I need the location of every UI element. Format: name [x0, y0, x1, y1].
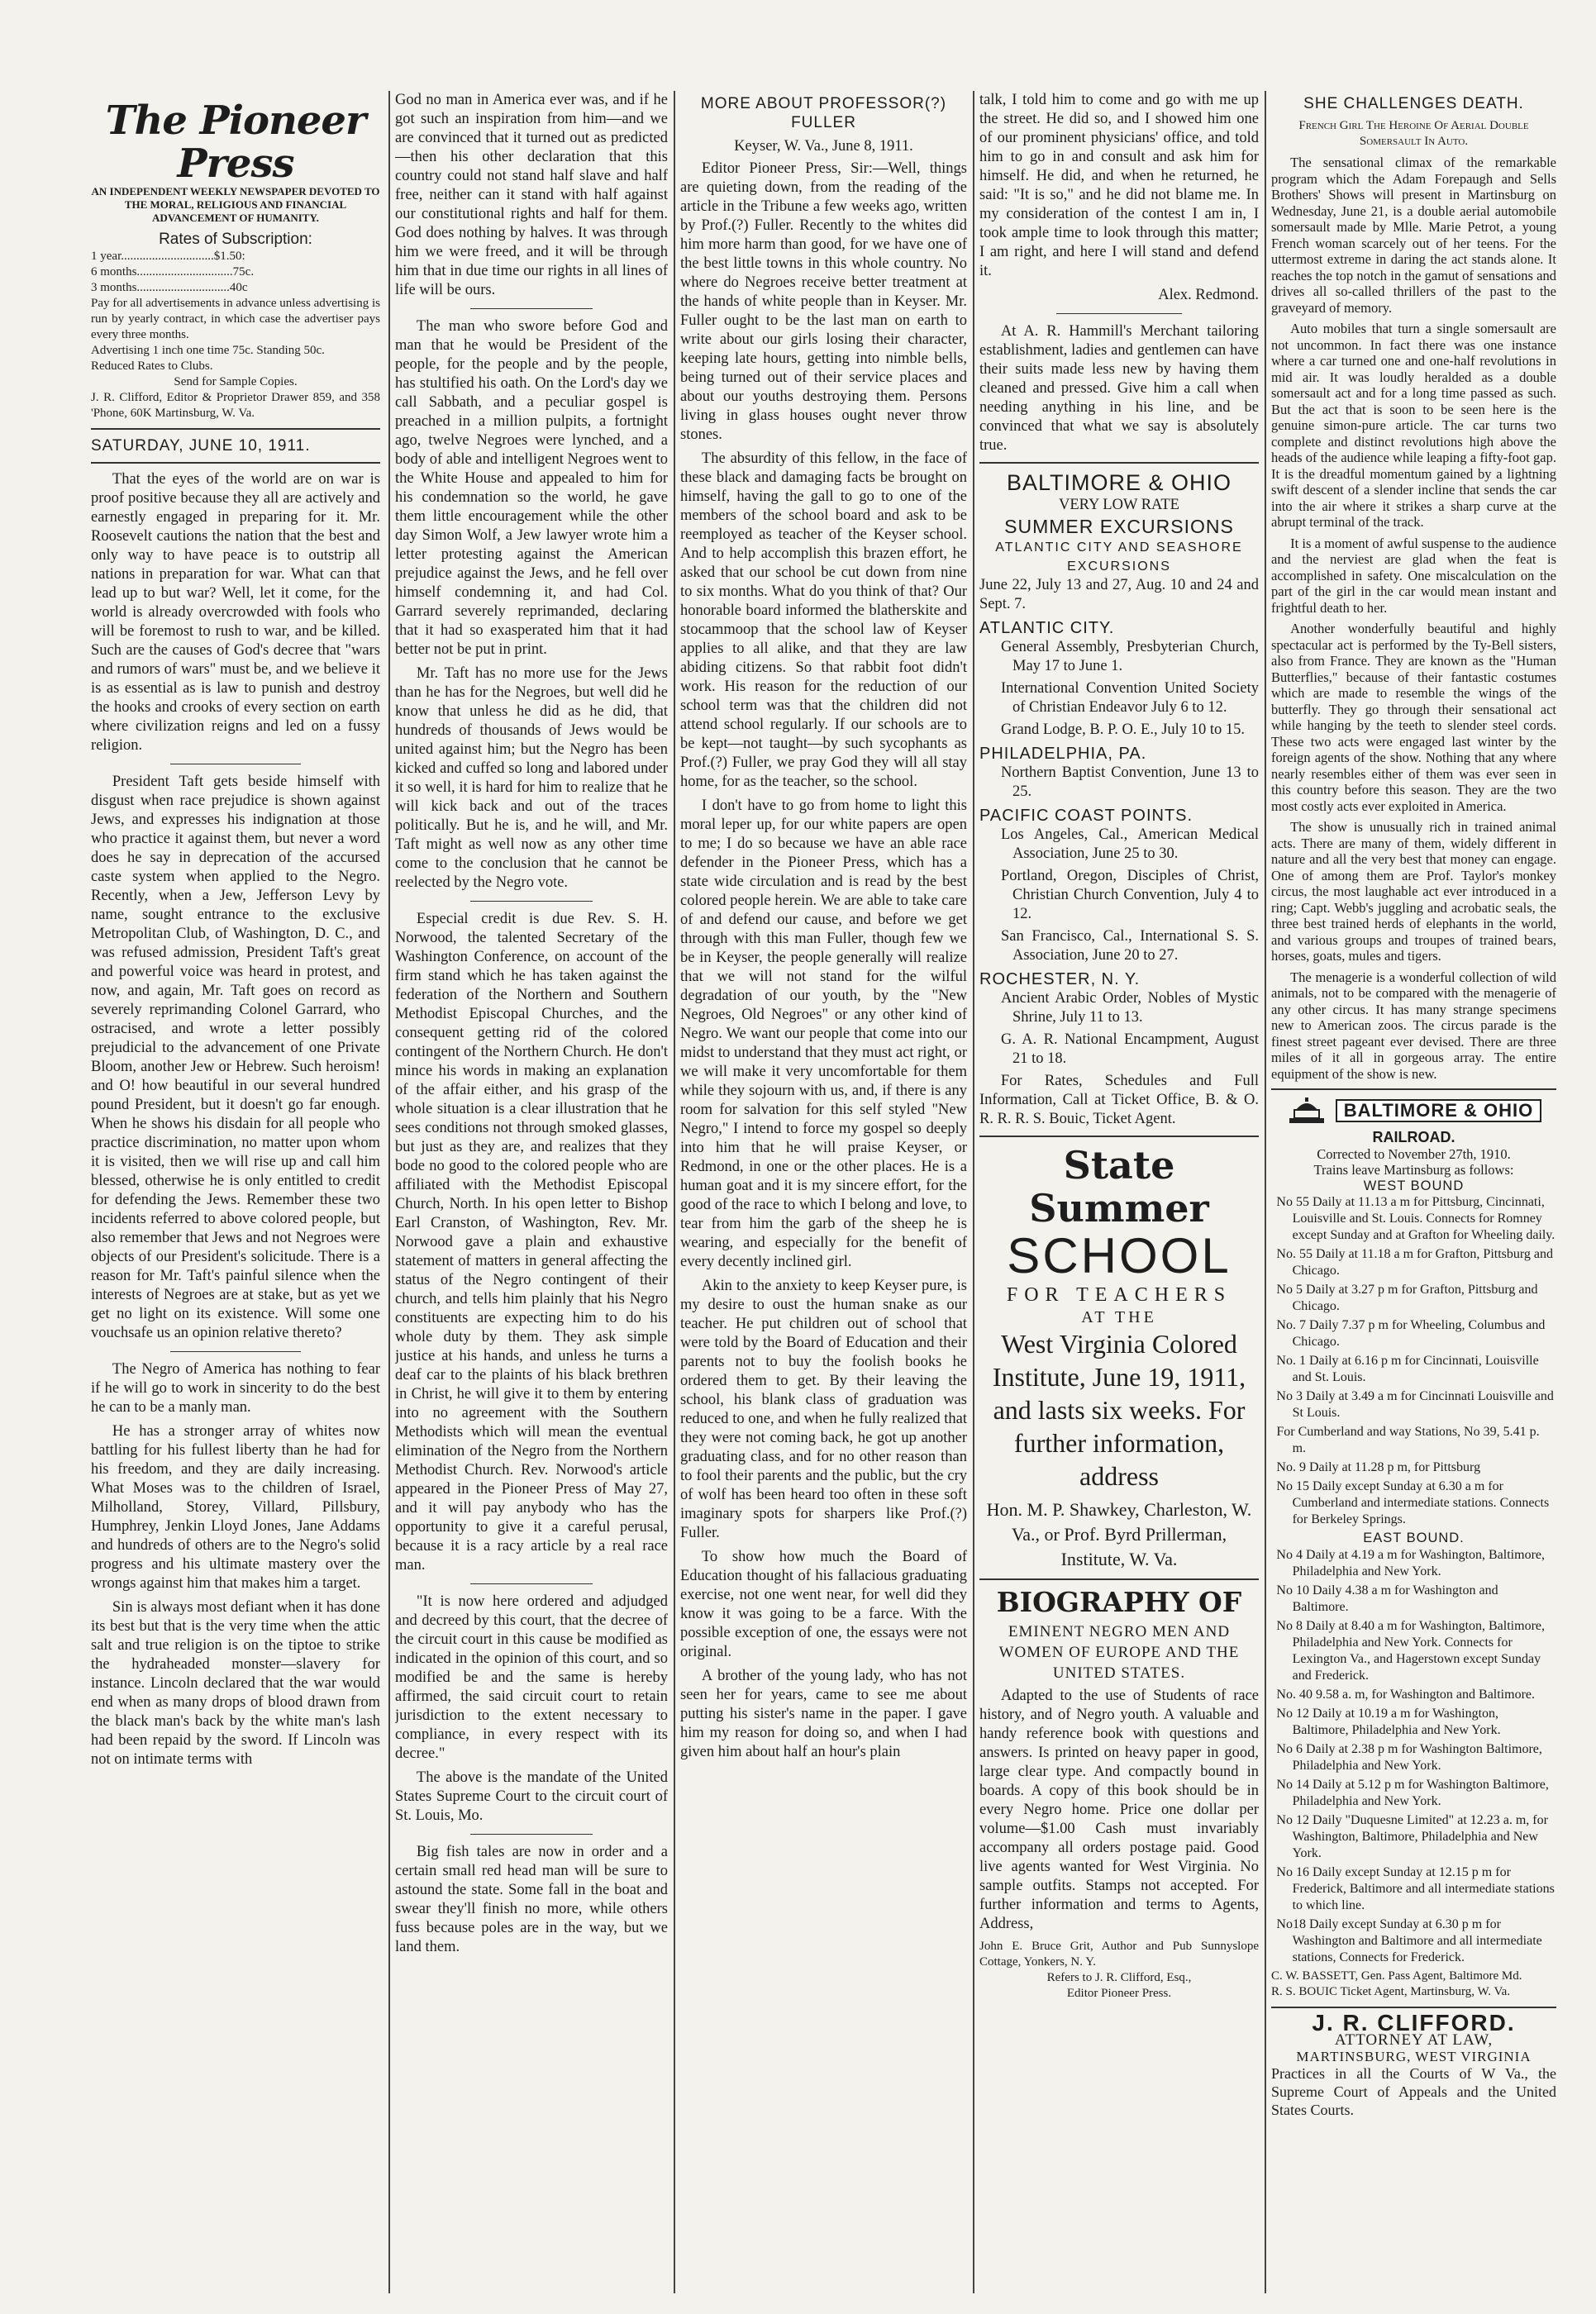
masthead-tagline: AN INDEPENDENT WEEKLY NEWSPAPER DEVOTED TO THE MORAL, RELIGIOUS AND FINANCIAL ADVANCEMENT OF HUMANITY.	[91, 185, 380, 224]
bo-rates-note: For Rates, Schedules and Full Information, Call at Ticket Office, B. & O. R. R. R. S. Bouic, Ticket Agent.	[979, 1073, 1259, 1127]
signature: Alex. Redmond.	[1158, 287, 1259, 303]
city-heading: ROCHESTER, N. Y.	[979, 970, 1141, 988]
train-entry: No 4 Daily at 4.19 a m for Washington, Baltimore, Philadelphia and New York.	[1276, 1547, 1545, 1578]
column-rule	[674, 91, 675, 2293]
city-heading: PHILADELPHIA, PA.	[979, 745, 1147, 763]
paragraph: That the eyes of the world are on war is proof positive because they all are actively and earnestly engaged in preparing for it. Mr. Roosevelt cautions the nation that the best and only way to have peace is to outstrip all nations in preparation for war. What can that lead up to but war? Well, let it come, for the world is already overcrowded with fools who will be foremost to rush to war, and be killed. Such are the causes of God's decree that "wars and rumors of wars" must be, and we believe it is as essential as is law to punish and destroy the hooks and crooks of every section on earth where civilization reigns and led on a fussy religion.	[91, 471, 380, 754]
paragraph: Mr. Taft has no more use for the Jews than he has for the Negroes, but well did he know that unless he did as he did, that hundreds of thousands of Jews would be united against him; but the Negro has been kicked and cuffed so long and labored under it so well, it is hard for him to realize that he will kick back and out of the traces politically. But he is, and he will, and Mr. Taft might as well now as any other time come to the conclusion that he cannot be reelected by the Negro vote.	[395, 665, 668, 891]
tailor-ad: At A. R. Hammill's Merchant tailoring establishment, ladies and gentlemen can have their suits made less new by having them cleaned and pressed. Give him a call when needing anything in his line, and be convinced that what we say is absolutely true.	[979, 323, 1259, 454]
column-3	[680, 91, 967, 2293]
paragraph: The show is unusually rich in trained animal acts. There are many of them, widely different in nature and all the very best that money can engage. One of among them are Prof. Taylor's monkey circus, the most laughable act ever introduced in a ring; Capt. Webb's juggling and acrobatic seals, the three best trained herds of elephants in the world, and various groups and troupes of trained bears, horses, goats, mules and tigers.	[1271, 819, 1556, 964]
capitol-dome-icon	[1286, 1097, 1327, 1125]
paragraph: Editor Pioneer Press, Sir:—Well, things are quieting down, from the reading of the article in the Tribune a few weeks ago, written by Prof.(?) Fuller. Recently to the whites did him more harm than good, for we have one of the best little towns in this whole country. No where do Negroes receive better treatment at the hands of white people than in Keyser. Mr. Fuller ought to be the last man on earth to write about our girls losing their character, keeping late hours, getting into nimble bells, being turned out of their service places and about our youths destroying them. Persons living in glass houses ought never throw stones.	[680, 160, 967, 443]
paragraph: The absurdity of this fellow, in the face of these black and damaging facts be brought on himself, having the gall to go to one of the members of the school board and ask to be reemployed as teacher of the Keyser school. And to help accomplish this brazen effort, he asked that our school be cut down from nine to six months. What do you think of that? Our honorable board informed the blatherskite and stocammoop that the school law of Keyser applies to all alike, and that they are law abiding citizens. So that rabbit foot didn't work. His reason for the reduction of our school term was that the children did not attend school regularly. If our schools are to be kept—not taught—by such sycophants as Prof.(?) Fuller, we pray God they will all stay home, for as the teacher, so the school.	[680, 450, 967, 790]
advert-note: Pay for all advertisements in advance unless advertising is run by yearly contract, in which case the advertiser pays every three months.	[91, 297, 380, 341]
train-entry: No 15 Daily except Sunday at 6.30 a m for Cumberland and intermediate stations. Connects for Berkeley Springs.	[1276, 1479, 1550, 1526]
biography-ad-editor: Editor Pioneer Press.	[1066, 1987, 1172, 2000]
train-entry: No 6 Daily at 2.38 p m for Washington Baltimore, Philadelphia and New York.	[1276, 1741, 1542, 1773]
paragraph: Another wonderfully beautiful and highly spectacular act is performed by the Ty-Bell sisters, also from France. They are known as the "Human Butterflies," because of their fantastic costumes which are made to resemble the wings of the butterfly. They go through their sensational act while hanging by the teeth to slender steel cords. These two acts were engaged last winter by the foreign agents of the show. Nothing that any where nearly resembles either of them was ever seen in this country before this season. They are the two most costly acts ever exploited in America.	[1271, 621, 1556, 814]
paragraph: He has a stronger array of whites now battling for his fullest liberty than he had for his freedom, and they are daily increasing. What Moses was to the children of Israel, Milholland, Storey, Villard, Pillsbury, Humphrey, Jenkin Lloyd Jones, Jane Addams and hundreds of others are to the Negro's solid progress and his ultimate mastery over the wrongs against him that makes him a target.	[91, 1423, 380, 1592]
ticket-agent: R. S. BOUIC Ticket Agent, Martinsburg, W. Va.	[1271, 1984, 1511, 1998]
rate-line: 3 months..............................40c	[91, 281, 248, 294]
school-ad-address: Hon. M. P. Shawkey, Charleston, W. Va., or Prof. Byrd Prillerman, Institute, W. Va.	[986, 1499, 1252, 1569]
train-entry: No 5 Daily at 3.27 p m for Grafton, Pittsburg and Chicago.	[1276, 1283, 1538, 1313]
train-entry: No. 1 Daily at 6.16 p m for Cincinnati, Louisville and St. Louis.	[1276, 1354, 1539, 1384]
train-entry: No 8 Daily at 8.40 a m for Washington, Baltimore, Philadelphia and New York. Connects for Lexington Va., and Hagerstown except Sunday and Frederick.	[1276, 1618, 1545, 1683]
city-heading: ATLANTIC CITY.	[979, 619, 1115, 637]
event: Grand Lodge, B. P. O. E., July 10 to 15.	[1001, 721, 1245, 738]
sample-copies: Send for Sample Copies.	[174, 375, 298, 388]
train-entry: No. 7 Daily 7.37 p m for Wheeling, Columbus and Chicago.	[1276, 1318, 1546, 1349]
paragraph: The sensational climax of the remarkable program which the Adam Forepaugh and Sells Brothers' Shows will present in Martinsburg on Wednesday, June 21, is a double aerial automobile somersault made by Mlle. Marie Petrot, a young French woman scarcely out of her teens. For the uttermost extreme in daring the act stands alone. It reaches the top notch in the gamut of sensations and drives all so-called thrillers of the past to the graveyard of memory.	[1271, 155, 1556, 316]
masthead-title: The Pioneer Press	[105, 99, 366, 187]
rate-line: 1 year..............................$1.50:	[91, 250, 245, 263]
column-5	[1271, 91, 1556, 2293]
column-rule	[973, 91, 974, 2293]
paragraph: Auto mobiles that turn a single somersault are not uncommon. In fact there was one instance where a car turned one and one-half revolutions in mid air. It was loudly heralded as a double somersault act and for a long time passed as such. But the act that is soon to be seen here is the genuine simon-pure article. The car turns two complete and distinct revolutions high above the heads of the audience while leaping a fifty-foot gap. It is the dreadful momentum gained by a lightning swift descent of a slender incline that sends the car into the air where it strikes a sharp curve at the abrupt terminal of the track.	[1271, 321, 1556, 530]
attorney-name: J. R. CLIFFORD.	[1312, 2009, 1516, 2035]
event: Los Angeles, Cal., American Medical Association, June 25 to 30.	[1001, 826, 1259, 862]
paragraph: God no man in America ever was, and if he got such an inspiration from him—and we are convinced that it turned out as predicted—then his other declaration that this country could not stand half slave and half free, neither can it stand with half against our constitutional rights and half for them. God does nothing by halves. It was through him we were freed, and it will be through him that in due time our rights in all lines of life will be ours.	[395, 92, 668, 298]
attorney-title: ATTORNEY AT LAW,	[1334, 2031, 1494, 2049]
bo-ad-rate: VERY LOW RATE	[1059, 497, 1179, 513]
train-entry: For Cumberland and way Stations, No 39, 5.41 p. m.	[1276, 1425, 1540, 1455]
paragraph: Sin is always most defiant when it has done its best but that is the very time when the attic salt and true religion is on the tiptoe to strike the hydraheaded monster—slavery for instance. Lincoln declared that the war would end when as many drops of blood drawn from the black man's back by the white man's lash had been repaid by the sword. If Lincoln was not on intimate terms with	[91, 1599, 380, 1768]
bo-logo-text: BALTIMORE & OHIO	[1336, 1099, 1541, 1122]
bo-railroad-heading: RAILROAD.	[1372, 1129, 1455, 1145]
bo-ad-excursions: EXCURSIONS	[1067, 559, 1171, 574]
article-headline: MORE ABOUT PROFESSOR(?) FULLER	[700, 95, 947, 131]
west-bound-heading: WEST BOUND	[1363, 1178, 1465, 1193]
school-ad-title: State Summer	[1029, 1143, 1209, 1231]
event: San Francisco, Cal., International S. S. Association, June 20 to 27.	[1001, 928, 1259, 964]
attorney-practices: Practices in all the Courts of W Va., the Supreme Court of Appeals and the United States Courts.	[1271, 2065, 1556, 2118]
event: G. A. R. National Encampment, August 21 to 18.	[1001, 1031, 1259, 1067]
school-ad-at-the: AT THE	[1081, 1308, 1157, 1326]
bo-ad-dates: June 22, July 13 and 27, Aug. 10 and 24 and Sept. 7.	[979, 577, 1259, 612]
biography-ad-subtitle: EMINENT NEGRO MEN AND WOMEN OF EUROPE AND THE UNITED STATES.	[998, 1623, 1240, 1682]
train-entry: No. 55 Daily at 11.18 a m for Grafton, Pittsburg and Chicago.	[1276, 1247, 1554, 1278]
train-entry: No 55 Daily at 11.13 a m for Pittsburg, Cincinnati, Louisville and St. Louis. Connects for Romney except Sunday and at Grafton for Wheeling daily.	[1276, 1195, 1556, 1242]
event: International Convention United Society of Christian Endeavor July 6 to 12.	[1001, 680, 1259, 716]
paragraph: "It is now here ordered and adjudged and decreed by this court, that the decree of the circuit court in this cause be modified as indicated in the opinion of this court, and so modified be and the same is hereby affirmed, the said circuit court to retain jurisdiction to the extent necessary to compliance, in every respect with its decree."	[395, 1593, 668, 1762]
paragraph: talk, I told him to come and go with me up the street. He did so, and I showed him one of our prominent physicians' office, and told him to go in and consult and ask him for himself. He did, and when he returned, he said: "It is so," and he did not blame me. In my consideration of the contest I am in, I took ample time to look through this matter; I am right, and here I will stand and defend it.	[979, 92, 1259, 279]
biography-ad-body: Adapted to the use of Students of race history, and of Negro youth. A valuable and handy reference book with questions and answers. Is printed on heavy paper in good, large clear type. And compactly bound in boards. A copy of this book should be in every Negro home. Price one dollar per volume—$1.00 Cash must invariably accompany all orders postage paid. Good live agents wanted for West Virginia. No sample outfits. Stamps not accepted. For further information and terms to Agents, Address,	[979, 1688, 1259, 1932]
column-rule	[388, 91, 390, 2293]
event: Portland, Oregon, Disciples of Christ, Christian Church Convention, July 4 to 12.	[1001, 868, 1259, 922]
train-entry: No. 40 9.58 a. m, for Washington and Baltimore.	[1276, 1687, 1535, 1702]
paragraph: To show how much the Board of Education thought of his fallacious graduating exercise, not one went near, for well did they know it was going to be a farce. With the possible exception of one, the essays were not original.	[680, 1549, 967, 1660]
biography-ad-ref: Refers to J. R. Clifford, Esq.,	[1046, 1971, 1192, 1984]
paragraph: A brother of the young lady, who has not seen her for years, came to see me about putting his sister's name in the paper. I gave him my reason for doing so, and when I had given him about half an hour's plain	[680, 1668, 967, 1760]
paragraph: The Negro of America has nothing to fear if he will go to work in sincerity to do the best he can to be a manly man.	[91, 1361, 380, 1416]
paragraph: Especial credit is due Rev. S. H. Norwood, the talented Secretary of the Washington Conference, on account of the firm stand which he has taken against the federation of the Northern and Southern Methodist Episcopal Churches, and the consequent getting rid of the colored contingent of the Northern Church. He don't mince his words in making an explanation of the affair either, and his grasp of the whole situation is a clear illustration that he sees conditions not through smoked glasses, but just as they are, and realizes that they bode no good to the colored people who are affiliated with the Methodist Episcopal Church, North. In his open letter to Bishop Earl Cranston, of Washington, Rev. Mr. Norwood gave a plain and exhaustive statement of matters in general affecting the status of the Negro contingent of their church, and tells him plainly that his Negro constituents are expecting him to do his whole duty by them. They ask simple justice at his hands, and unless he turns a deaf car to the plaints of his black brethren in Christ, he will give it to them by entering into no agreement with the Southern Methodists which will mean the eventual elimination of the Negro from the Northern Methodist Church. Rev. Norwood's article appeared in the Pioneer Press of May 27, and it will pay anybody who has the opportunity to give it a careful perusal, because it is a racy article by a real race man.	[395, 911, 668, 1574]
school-ad-institute: West Virginia Colored Institute, June 19, 1911, and lasts six weeks. For further information, address	[992, 1329, 1246, 1491]
column-rule	[1265, 91, 1266, 2293]
school-ad-teachers: FOR TEACHERS	[1006, 1284, 1232, 1306]
paragraph: The man who swore before God and man that he would be President of the people, for the people and by the people, has stultified his oath. On the Lord's day we call Sabbath, and a peculiar gospel is preached in a million pulpits, a fortnight ago, twelve Negroes were lynched, and a body of able and intelligent Negroes went to the White House and appealed to him for his condemnation so the world, he gave them little encouragement while the other day Simon Wolf, a Jew lawyer wrote him a letter protesting against the American prejudice against the Jews, and he fell over himself condemning it, and had Col. Garrard severely reprimanded, declaring that it had so exasperated him that it had better not be put in print.	[395, 318, 668, 658]
rate-line: 6 months...............................75c.	[91, 265, 255, 279]
bo-ad-atlantic: ATLANTIC CITY AND SEASHORE	[995, 540, 1243, 555]
bo-leave: Trains leave Martinsburg as follows:	[1313, 1162, 1514, 1178]
rates-heading: Rates of Subscription:	[159, 231, 312, 248]
bo-railroad-logo	[1271, 1097, 1556, 1125]
attorney-city: MARTINSBURG, WEST VIRGINIA	[1296, 2048, 1532, 2064]
article-dateline: Keyser, W. Va., June 8, 1911.	[734, 138, 913, 155]
school-ad-school: SCHOOL	[1007, 1228, 1232, 1283]
paragraph: I don't have to go from home to light this moral leper up, for our white papers are open to me; I do so because we have an able race defender in the Pioneer Press, which has a state wide circulation and is read by the best colored people herein. We are able to take care of and defend our cause, and before we get through with this man Fuller, though few we be in Keyser, the people generally will realize that we will not stand for the wilful degradation of our youth, by the "New Negroes, Old Negroes" or any other kind of Negro. We want our people that come into our midst to understand that they must act right, or we will make it very uncomfortable for them while they sojourn with us, and, if there is any room for salvation for this self styled "New Negro," I intend to force my gospel so deeply into him that he will praise Keyser, or Redmond, in one or the other places. He is a human goat and it is my sincere effort, for the good of the race to which I belong and love, to tear from him the garb of the sheep he is wearing, and especially for the benefit of every decently inclined girl.	[680, 798, 967, 1270]
reduced-rates: Reduced Rates to Clubs.	[91, 359, 213, 373]
column-1	[91, 99, 380, 2302]
event: Northern Baptist Convention, June 13 to 25.	[1001, 764, 1259, 800]
issue-date: SATURDAY, JUNE 10, 1911.	[91, 437, 311, 455]
paragraph: The above is the mandate of the United States Supreme Court to the circuit court of St. Louis, Mo.	[395, 1769, 668, 1824]
pass-agent: C. W. BASSETT, Gen. Pass Agent, Baltimore Md.	[1271, 1969, 1522, 1983]
bo-corrected: Corrected to November 27th, 1910.	[1317, 1145, 1511, 1162]
train-entry: No. 9 Daily at 11.28 p m, for Pittsburg	[1276, 1460, 1481, 1474]
paragraph: President Taft gets beside himself with disgust when race prejudice is shown against Jews, and expresses his indignation at those who practice it against them, but never a word does he say in deprecation of the accursed caste system when applied to the Negro. Recently, when a Jew, Jefferson Levy by name, sought entrance to the exclusive Metropolitan Club, of Washington, D. C., and was refused admission, President Taft's great and powerful voice was heard in protest, and now, and again, Mr. Taft goes on record as severely reprimanding Colonel Garrard, who ostracised, and wrote a letter possibly prejudicial to the advancement of one Private Bloom, another Jew or Hebrew. Such heroism! and O! how beautiful in our several hundred pound President, but it doesn't go far enough. When he shows his disdain for all people who practice discrimination, no matter upon whom it is visited, then we will rise up and call him blessed, otherwise he is only entitled to credit for defending the Jews. Remember these two incidents referred to above colored people, but also remember that Jews and not Negroes were objects of our President's solicitude. There is a reason for Mr. Taft's painful silence when the interests of Negroes are at stake, but as yet we get no light on its existence. Will some one vouchsafe us an opinion relative thereto?	[91, 774, 380, 1341]
city-heading: PACIFIC COAST POINTS.	[979, 807, 1193, 825]
paragraph: Akin to the anxiety to keep Keyser pure, is my desire to oust the human snake as our teacher. He put children out of school that were told by the Board of Education and their parents not to buy the foolish books he ordered them to get. By their leaving the school, his blank class of graduation was reduced to one, and when he fully realized that they were not coming back, he got up another graduating class, and for no other reason than to fool their parents and the public, but the cry of wolf has been heard too often in these soft imaginary spots for sharpers like Prof.(?) Fuller.	[680, 1278, 967, 1541]
column-4	[979, 91, 1259, 2293]
event: Ancient Arabic Order, Nobles of Mystic Shrine, July 11 to 13.	[1001, 990, 1259, 1026]
article-subhead: French Girl The Heroine Of Aerial Double Somersault In Auto.	[1298, 119, 1529, 148]
biography-ad-author: John E. Bruce Grit, Author and Pub Sunnyslope Cottage, Yonkers, N. Y.	[979, 1940, 1259, 1969]
biography-ad-title: BIOGRAPHY OF	[996, 1586, 1242, 1618]
train-entry: No 3 Daily at 3.49 a m for Cincinnati Louisville and St Louis.	[1276, 1389, 1554, 1420]
train-entry: No 12 Daily at 10.19 a m for Washington, Baltimore, Philadelphia and New York.	[1276, 1706, 1501, 1737]
bo-ad-title: BALTIMORE & OHIO	[1006, 470, 1232, 495]
east-bound-heading: EAST BOUND.	[1363, 1531, 1465, 1545]
paragraph: It is a moment of awful suspense to the audience and the nerviest are glad when the feat is accomplished in safety. One miscalculation on the part of the girl in the car would mean instant and frightful death to her.	[1271, 535, 1556, 616]
editor-line: J. R. Clifford, Editor & Proprietor Drawer 859, and 358 'Phone, 60K Martinsburg, W. Va.	[91, 391, 380, 420]
train-entry: No 16 Daily except Sunday at 12.15 p m for Frederick, Baltimore and all intermediate stations to which line.	[1276, 1864, 1555, 1912]
article-headline: SHE CHALLENGES DEATH.	[1303, 95, 1524, 112]
event: General Assembly, Presbyterian Church, May 17 to June 1.	[1001, 639, 1259, 674]
train-entry: No 14 Daily at 5.12 p m for Washington Baltimore, Philadelphia and New York.	[1276, 1777, 1549, 1808]
train-entry: No18 Daily except Sunday at 6.30 p m for Washington and Baltimore and all intermediate stations, Connects for Frederick.	[1276, 1916, 1542, 1964]
bo-ad-summer: SUMMER EXCURSIONS	[1004, 516, 1234, 537]
paragraph: Big fish tales are now in order and a certain small red head man will be sure to astound the state. Some fall in the boat and swear they'll finish no more, while others fuss because poles are in the way, but we land them.	[395, 1844, 668, 1955]
column-2	[395, 91, 668, 2293]
train-entry: No 12 Daily "Duquesne Limited" at 12.23 a. m, for Washington, Baltimore, Philadelphia and New York.	[1276, 1812, 1548, 1860]
train-entry: No 10 Daily 4.38 a m for Washington and Baltimore.	[1276, 1583, 1498, 1614]
paragraph: The menagerie is a wonderful collection of wild animals, not to be compared with the menagerie of any other circus. It has many strange specimens new to American zoos. The circus parade is the finest street pageant ever devised. There are three miles of it all in gorgeous array. The entire equipment of the show is new.	[1271, 969, 1556, 1082]
advert-rates: Advertising 1 inch one time 75c. Standing 50c.	[91, 344, 325, 357]
